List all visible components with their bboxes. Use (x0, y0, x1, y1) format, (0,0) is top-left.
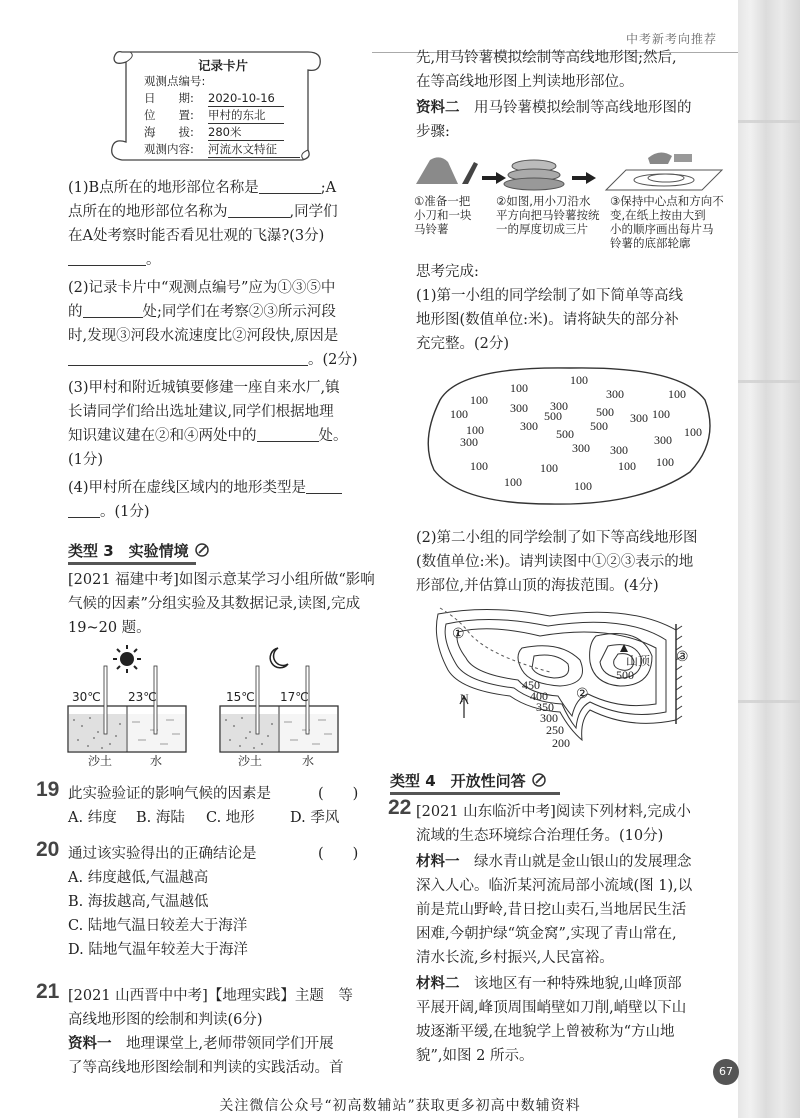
map2-marker-2: ② (576, 687, 589, 702)
card-field-location-value: 甲村的东北 (208, 108, 284, 124)
q20-stem: 通过该实验得出的正确结论是 (68, 846, 257, 862)
map1-elevation-label: 100 (652, 407, 670, 421)
exp-intro-line3: 19~20 题。 (68, 620, 151, 636)
edit-icon (194, 542, 210, 558)
map2-label-300: 300 (540, 711, 558, 725)
q21-line3: 资料一 地理课堂上,老师带领同学们开展 (68, 1036, 334, 1052)
q22-line2: 流域的生态环境综合治理任务。(10分) (416, 828, 664, 844)
map1-elevation-label: 100 (466, 423, 484, 437)
map1-elevation-label: 100 (540, 461, 558, 475)
p2-line1: (2)第二小组的同学绘制了如下等高线地形图 (416, 530, 698, 546)
q3-line4: (1分) (68, 452, 104, 468)
map1-elevation-label: 300 (572, 441, 590, 455)
map2-label-200: 200 (552, 736, 570, 750)
r-line1: 先,用马铃薯模拟绘制等高线地形图;然后, (416, 50, 677, 66)
q1-line3: 在A处考察时能否看见壮观的飞瀑?(3分) (68, 228, 325, 244)
map1-elevation-label: 500 (556, 427, 574, 441)
r-line3: 资料二 用马铃薯模拟绘制等高线地形图的 (416, 100, 692, 116)
r-line4: 步骤: (416, 124, 450, 140)
q1-line4: 。 (68, 250, 161, 270)
map2-marker-1: ① (452, 627, 465, 642)
section-type3-heading: 类型 3 实验情境 (68, 540, 210, 561)
page-edge-decoration (738, 0, 800, 1118)
p2-line3: 形部位,并估算山顶的海拔范围。(4分) (416, 578, 659, 594)
map2-label-450: 450 (522, 678, 540, 692)
footer-notice: 关注微信公众号“初高数辅站”获取更多初高中数辅资料 (219, 1098, 581, 1114)
p1-line3: 充完整。(2分) (416, 336, 510, 352)
map1-elevation-label: 300 (510, 401, 528, 415)
card-field-date-value: 2020-10-16 (208, 91, 284, 107)
record-card (108, 46, 326, 164)
q20-option-a[interactable]: A. 纬度越低,气温越高 (68, 870, 209, 886)
p2-line2: (数值单位:米)。请判读图中①②③表示的地 (416, 554, 694, 570)
q20-answer-paren: ( ) (318, 846, 359, 862)
header-tag: 中考新考向推荐 (626, 32, 718, 46)
map2-label-250: 250 (546, 723, 564, 737)
q19-option-d[interactable]: D. 季风 (290, 810, 340, 826)
card-field-location-label: 位 置: (144, 108, 194, 122)
q20-number: 20 (36, 838, 60, 861)
edge-line (738, 120, 800, 123)
arrow-icon (572, 172, 596, 184)
card-title: 记录卡片 (198, 58, 249, 73)
map2-label-500: 500 (616, 668, 634, 682)
q2-line1: (2)记录卡片中“观测点编号”应为①③⑤中 (68, 280, 336, 296)
temp-sand-night: 15℃ (226, 690, 255, 704)
q3-line1: (3)甲村和附近城镇要修建一座自来水厂,镇 (68, 380, 340, 396)
step1-caption: ①准备一把 小刀和一块 马铃薯 (414, 194, 472, 236)
map1-elevation-label: 300 (606, 387, 624, 401)
m2-line1: 材料二 该地区有一种特殊地貌,山峰顶部 (416, 976, 682, 992)
q20-option-c[interactable]: C. 陆地气温日较差大于海洋 (68, 918, 248, 934)
map1-elevation-label: 100 (504, 475, 522, 489)
knife-icon (462, 162, 478, 184)
contour-map-2 (430, 600, 700, 750)
m2-line3: 坡逐渐平缓,在地貌学上曾被称为“方山地 (416, 1024, 675, 1040)
q3-line2: 长请同学们给出选址建议,同学们根据地理 (68, 404, 334, 420)
map1-elevation-label: 500 (590, 419, 608, 433)
step2-caption: ②如图,用小刀沿水 平方向把马铃薯按统 一的厚度切成三片 (496, 194, 600, 236)
map1-elevation-label: 300 (654, 433, 672, 447)
m1-line1: 材料一 绿水青山就是金山银山的发展理念 (416, 854, 692, 870)
q21-number: 21 (36, 980, 60, 1003)
map1-elevation-label: 100 (684, 425, 702, 439)
q19-option-c[interactable]: C. 地形 (206, 810, 255, 826)
temp-water-day: 23℃ (128, 690, 157, 704)
edit-icon (531, 772, 547, 788)
q19-number: 19 (36, 778, 60, 801)
map2-marker-3: ③ (676, 650, 689, 665)
map1-elevation-label: 100 (470, 459, 488, 473)
label-water-2: 水 (302, 754, 315, 768)
m1-line5: 清水长流,乡村振兴,人民富裕。 (416, 950, 614, 966)
map2-peak-label: 山顶 (626, 654, 651, 668)
q22-line1: [2021 山东临沂中考]阅读下列材料,完成小 (416, 804, 691, 820)
map1-elevation-label: 100 (574, 479, 592, 493)
card-field-content-value: 河流水文特征 (208, 142, 300, 158)
p1-line2: 地形图(数值单位:米)。请将缺失的部分补 (416, 312, 679, 328)
p1-line1: (1)第一小组的同学绘制了如下简单等高线 (416, 288, 684, 304)
section-type4-heading: 类型 4 开放性问答 (390, 770, 547, 791)
card-field-content-label: 观测内容: (144, 142, 194, 156)
think-label: 思考完成: (416, 264, 479, 280)
q2-line2: 的 处;同学们在考察②③所示河段 (68, 304, 336, 320)
map1-elevation-label: 100 (618, 459, 636, 473)
map1-elevation-label: 300 (520, 419, 538, 433)
arrow-icon (482, 172, 506, 184)
step3-caption: ③保持中心点和方向不 变,在纸上按由大到 小的顺序画出每片马 铃薯的底部轮廓 (610, 194, 724, 250)
label-water-1: 水 (150, 754, 163, 768)
card-field-altitude-value: 280米 (208, 125, 284, 141)
potato-icon (416, 157, 458, 184)
map1-elevation-label: 500 (596, 405, 614, 419)
q20-option-d[interactable]: D. 陆地气温年较差大于海洋 (68, 942, 248, 958)
map1-elevation-label: 500 (544, 409, 562, 423)
edge-line (738, 380, 800, 383)
m1-line2: 深入人心。临沂某河流局部小流域(图 1),以 (416, 878, 693, 894)
q4-line2: 。(1分) (68, 502, 150, 522)
experiment-figure (60, 644, 350, 768)
q1-line2: 点所在的地形部位名称为 ,同学们 (68, 204, 338, 220)
map1-elevation-label: 300 (630, 411, 648, 425)
map1-elevation-label: 100 (510, 381, 528, 395)
card-field-date-label: 日 期: (144, 91, 194, 105)
q4-line1: (4)甲村所在虚线区域内的地形类型是 (68, 478, 342, 498)
moon-icon (270, 648, 288, 668)
map1-elevation-label: 100 (450, 407, 468, 421)
q2-line4: 。(2分) (68, 350, 358, 370)
sun-icon (113, 645, 141, 673)
temp-sand-day: 30℃ (72, 690, 101, 704)
m1-line4: 困难,今朝护绿“筑金窝”,实现了青山常在, (416, 926, 677, 942)
q21-line4: 了等高线地形图绘制和判读的实践活动。首 (68, 1060, 344, 1076)
map2-label-350: 350 (536, 700, 554, 714)
m2-line4: 貌”,如图 2 所示。 (416, 1048, 534, 1064)
exp-intro-line1: [2021 福建中考]如图示意某学习小组所做“影响 (68, 572, 375, 588)
q19-option-b[interactable]: B. 海陆 (136, 810, 185, 826)
label-sand-2: 沙土 (238, 754, 263, 768)
potato-steps-figure (410, 146, 730, 196)
q19-answer-paren: ( ) (318, 786, 359, 802)
map2-label-400: 400 (530, 689, 548, 703)
map1-elevation-label: 300 (460, 435, 478, 449)
q19-stem: 此实验验证的影响气候的因素是 (68, 786, 271, 802)
map1-elevation-label: 100 (570, 373, 588, 387)
q19-option-a[interactable]: A. 纬度 (68, 810, 117, 826)
map2-north-label: N (460, 691, 469, 705)
q1-line1: (1)B点所在的地形部位名称是 ;A (68, 180, 337, 196)
q21-line2: 高线地形图的绘制和判读(6分) (68, 1012, 263, 1028)
temp-water-night: 17℃ (280, 690, 309, 704)
q2-line3: 时,发现③河段水流速度比②河段快,原因是 (68, 328, 339, 344)
q3-line3: 知识建议建在②和④两处中的 处。 (68, 428, 348, 444)
r-line2: 在等高线地形图上判读地形部位。 (416, 74, 634, 90)
exp-intro-line2: 气候的因素”分组实验及其数据记录,读图,完成 (68, 596, 361, 612)
card-field-altitude-label: 海 拔: (144, 125, 194, 139)
contour-map-1 (420, 360, 720, 510)
m2-line2: 平展开阔,峰顶周围峭壁如刀削,峭壁以下山 (416, 1000, 687, 1016)
card-field-id-label: 观测点编号: (144, 74, 206, 88)
q21-line1: [2021 山西晋中中考]【地理实践】主题 等 (68, 988, 353, 1004)
m1-line3: 前是荒山野岭,昔日挖山卖石,当地居民生活 (416, 902, 687, 918)
map1-elevation-label: 300 (550, 399, 568, 413)
label-sand-1: 沙土 (88, 754, 113, 768)
q20-option-b[interactable]: B. 海拔越高,气温越低 (68, 894, 209, 910)
map1-elevation-label: 300 (610, 443, 628, 457)
edge-line (738, 700, 800, 703)
map1-elevation-label: 100 (656, 455, 674, 469)
map1-elevation-label: 100 (470, 393, 488, 407)
map1-elevation-label: 100 (668, 387, 686, 401)
q22-number: 22 (388, 796, 412, 819)
page-number: 67 (713, 1059, 739, 1085)
